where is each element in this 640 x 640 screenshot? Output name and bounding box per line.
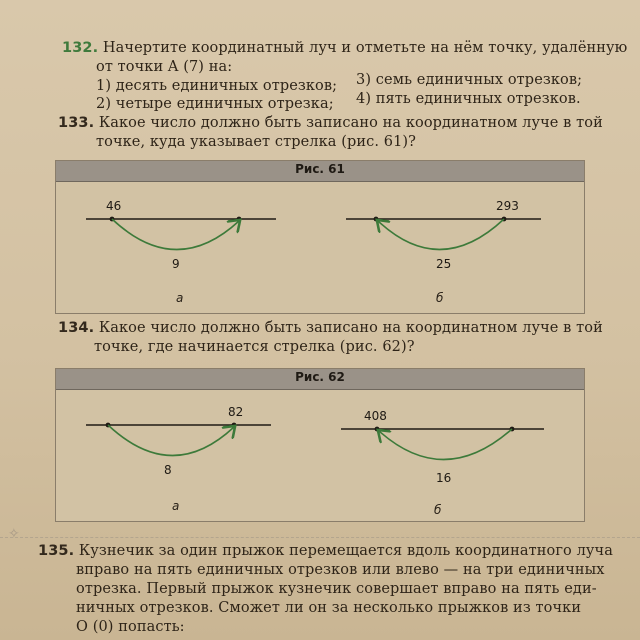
decorative-star-icon: ✧ bbox=[8, 526, 20, 542]
figure-62b-sublabel: б bbox=[434, 503, 442, 517]
problem-135-line1: 135. Кузнечик за один прыжок перемещается вдоль координатного луча bbox=[38, 543, 613, 559]
figure-62a-jump-label: 8 bbox=[164, 463, 172, 477]
figure-61b-end-point bbox=[374, 217, 379, 222]
figure-61-diagram bbox=[56, 161, 584, 313]
problem-134-line1: 134. Какое число должно быть записано на координатном луче в той bbox=[58, 320, 603, 336]
figure-61 bbox=[55, 160, 585, 314]
figure-62a-end-point bbox=[232, 423, 237, 428]
figure-61b-start-label: 293 bbox=[496, 199, 519, 213]
problem-134-line2: точке, где начинается стрелка (рис. 62)? bbox=[94, 339, 415, 355]
problem-134-number: 134. bbox=[58, 320, 95, 336]
problem-135-line4: ничных отрезков. Сможет ли он за несколько прыжков из точки bbox=[76, 600, 582, 616]
figure-61-title: Рис. 61 bbox=[295, 162, 345, 176]
figure-61b-jump-label: 25 bbox=[436, 257, 452, 271]
section-divider bbox=[0, 537, 640, 538]
figure-62b-end-point bbox=[375, 427, 380, 432]
problem-135-line3: отрезка. Первый прыжок кузнечик совершает вправо на пять еди- bbox=[76, 581, 597, 597]
problem-132-option-4: 4) пять единичных отрезков. bbox=[356, 91, 581, 107]
figure-62b-jump-label: 16 bbox=[436, 471, 452, 485]
problem-132-number: 132. bbox=[62, 40, 99, 56]
problem-132-option-3: 3) семь единичных отрезков; bbox=[356, 72, 583, 88]
problem-133-number: 133. bbox=[58, 115, 95, 131]
figure-61a-jump-label: 9 bbox=[172, 257, 180, 271]
figure-62 bbox=[55, 368, 585, 522]
figure-61a-sublabel: а bbox=[176, 291, 184, 305]
problem-135-line2: вправо на пять единичных отрезков или влево — на три единичных bbox=[76, 562, 605, 578]
problem-133-line2: точке, куда указывает стрелка (рис. 61)? bbox=[96, 134, 417, 150]
figure-62a-end-label: 82 bbox=[228, 405, 244, 419]
figure-62b-end-label: 408 bbox=[364, 409, 387, 423]
figure-62-diagram bbox=[56, 369, 584, 521]
figure-61b-sublabel: б bbox=[436, 291, 444, 305]
problem-132-option-2: 2) четыре единичных отрезка; bbox=[96, 96, 334, 112]
figure-61a-end-point bbox=[237, 217, 242, 222]
problem-135-number: 135. bbox=[38, 543, 75, 559]
problem-135-line5: O (0) попасть: bbox=[76, 619, 185, 635]
figure-62b-arrow bbox=[379, 429, 512, 460]
problem-132-line2: от точки A (7) на: bbox=[96, 59, 233, 75]
figure-62-title: Рис. 62 bbox=[295, 370, 345, 384]
figure-61a-start-label: 46 bbox=[106, 199, 122, 213]
problem-132-option-1: 1) десять единичных отрезков; bbox=[96, 78, 338, 94]
figure-61b-arrow bbox=[378, 219, 504, 250]
figure-61a-arrow bbox=[112, 219, 239, 250]
problem-132-line1: 132. Начертите координатный луч и отметьте на нём точку, удалённую bbox=[62, 40, 628, 56]
problem-133-line1: 133. Какое число должно быть записано на координатном луче в той bbox=[58, 115, 603, 131]
figure-62a-arrow bbox=[108, 425, 234, 456]
figure-62a-sublabel: а bbox=[172, 499, 180, 513]
